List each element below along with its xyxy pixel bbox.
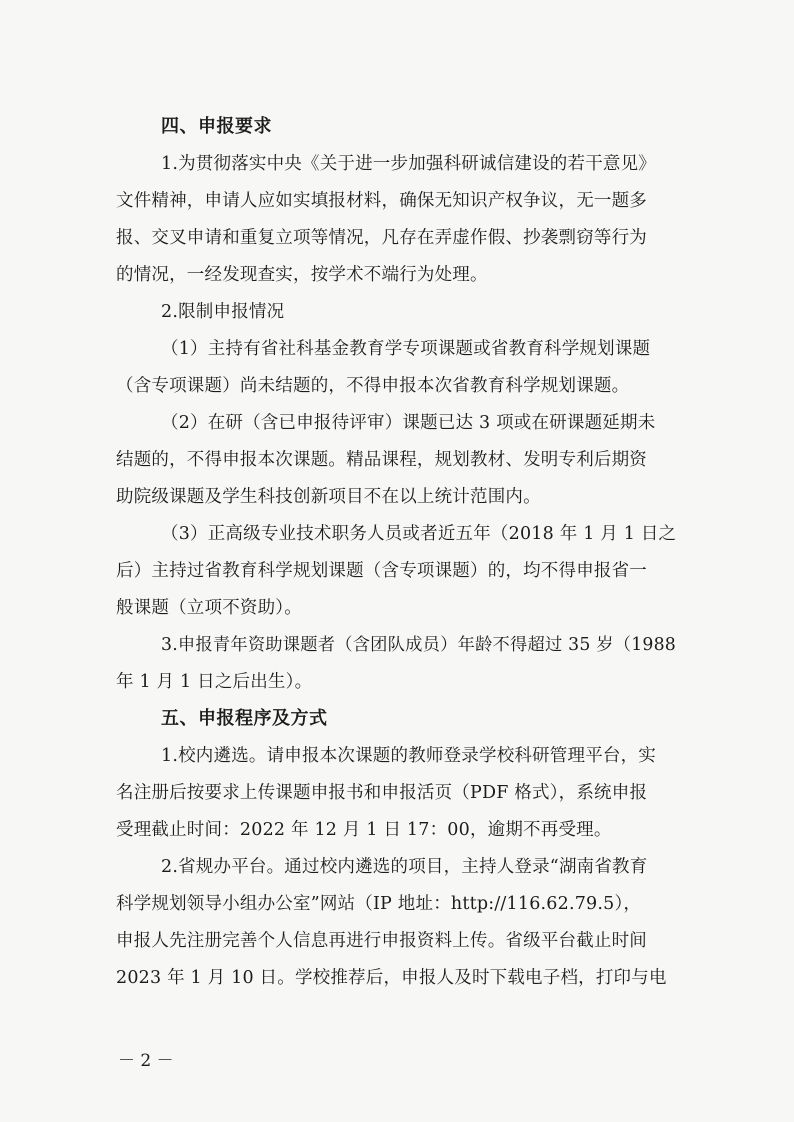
section-heading-5: 五、申报程序及方式 <box>161 708 328 729</box>
paragraph-line: 结题的，不得申报本次课题。精品课程，规划教材、发明专利后期资 <box>116 450 647 470</box>
paragraph-line: 科学规划领导小组办公室”网站（IP 地址：http://116.62.79.5）， <box>116 894 642 914</box>
page-number: － 2 － <box>118 1051 174 1071</box>
paragraph-line: 3.申报青年资助课题者（含团队成员）年龄不得超过 35 岁（1988 <box>161 635 676 655</box>
paragraph-line: 2.限制申报情况 <box>161 302 285 322</box>
paragraph-line: （2）在研（含已申报待评审）课题已达 3 项或在研课题延期未 <box>161 413 656 433</box>
paragraph-line: 后）主持过省教育科学规划课题（含专项课题）的，均不得申报省一 <box>116 561 647 581</box>
paragraph-line: 报、交叉申请和重复立项等情况，凡存在弄虚作假、抄袭剽窃等行为 <box>116 228 647 248</box>
paragraph-line: （3）正高级专业技术职务人员或者近五年（2018 年 1 月 1 日之 <box>161 524 677 544</box>
paragraph-line: 文件精神，申请人应如实填报材料，确保无知识产权争议，无一题多 <box>116 191 647 211</box>
paragraph-line: 般课题（立项不资助）。 <box>116 598 302 618</box>
paragraph-line: 受理截止时间：2022 年 12 月 1 日 17：00，逾期不再受理。 <box>116 820 612 840</box>
section-heading-4: 四、申报要求 <box>161 116 272 137</box>
paragraph-line: 2023 年 1 月 10 日。学校推荐后，申报人及时下载电子档，打印与电 <box>116 968 667 988</box>
paragraph-line: 名注册后按要求上传课题申报书和申报活页（PDF 格式），系统申报 <box>116 783 648 803</box>
paragraph-line: 1.为贯彻落实中央《关于进一步加强科研诚信建设的若干意见》 <box>161 154 656 174</box>
paragraph-line: 助院级课题及学生科技创新项目不在以上统计范围内。 <box>116 487 541 507</box>
paragraph-line: 申报人先注册完善个人信息再进行申报资料上传。省级平台截止时间 <box>116 931 647 951</box>
paragraph-line: （1）主持有省社科基金教育学专项课题或省教育科学规划课题 <box>161 339 651 359</box>
paragraph-line: 的情况，一经发现查实，按学术不端行为处理。 <box>116 265 488 285</box>
paragraph-line: 年 1 月 1 日之后出生）。 <box>116 672 313 692</box>
paragraph-line: 2.省规办平台。通过校内遴选的项目，主持人登录“湖南省教育 <box>161 857 648 877</box>
paragraph-line: 1.校内遴选。请申报本次课题的教师登录学校科研管理平台，实 <box>161 746 656 766</box>
paragraph-line: （含专项课题）尚未结题的，不得申报本次省教育科学规划课题。 <box>116 376 630 396</box>
